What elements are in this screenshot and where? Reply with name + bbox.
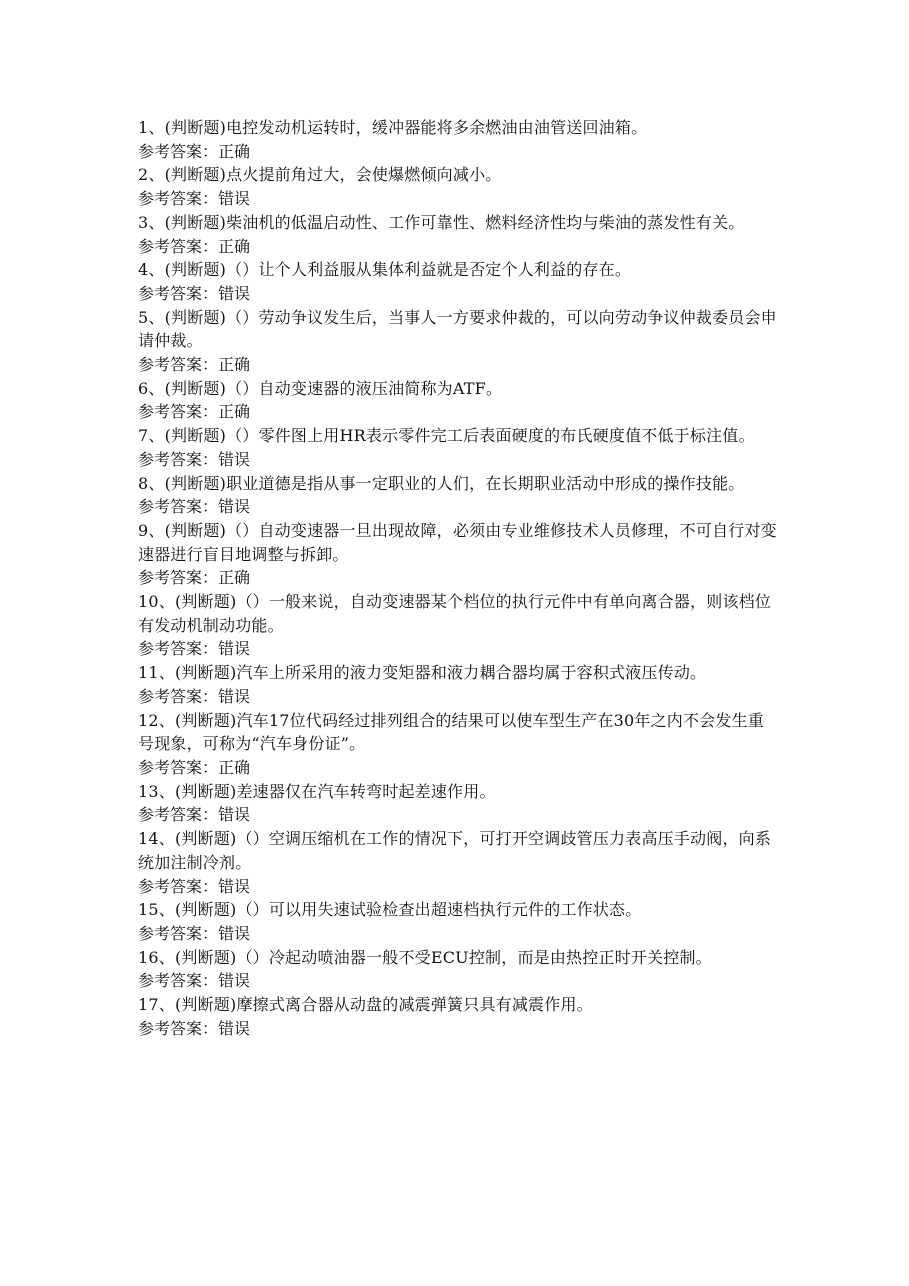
- reference-answer: 参考答案：错误: [138, 639, 251, 659]
- question-item: [138, 258, 778, 305]
- reference-answer: 参考答案：错误: [138, 449, 251, 469]
- question-item: [138, 993, 778, 1040]
- question-item: [138, 590, 778, 661]
- question-text: 2、(判断题)点火提前角过大，会使爆燃倾向减小。: [138, 165, 502, 185]
- reference-answer: 参考答案：正确: [138, 141, 251, 161]
- reference-answer: 参考答案：错误: [138, 923, 251, 943]
- question-item: [138, 377, 778, 424]
- reference-answer: 参考答案：错误: [138, 1018, 251, 1038]
- question-text: 17、(判断题)摩擦式离合器从动盘的减震弹簧只具有减震作用。: [138, 995, 593, 1015]
- reference-answer: 参考答案：正确: [138, 236, 251, 256]
- reference-answer: 参考答案：错误: [138, 497, 251, 517]
- question-text: 1、(判断题)电控发动机运转时，缓冲器能将多余燃油由油管送回油箱。: [138, 118, 648, 137]
- reference-answer: 参考答案：错误: [138, 283, 251, 303]
- question-item: [138, 211, 778, 258]
- question-text: 7、(判断题)（）零件图上用HR表示零件完工后表面硬度的布氏硬度值不低于标注值。: [138, 426, 755, 446]
- question-item: [138, 116, 778, 163]
- question-text: 13、(判断题)差速器仅在汽车转弯时起差速作用。: [138, 781, 496, 801]
- question-text: 15、(判断题)（）可以用失速试验检查出超速档执行元件的工作状态。: [138, 900, 642, 920]
- question-item: [138, 898, 778, 945]
- reference-answer: 参考答案：错误: [138, 686, 251, 706]
- reference-answer: 参考答案：正确: [138, 757, 251, 777]
- reference-answer: 参考答案：错误: [138, 805, 251, 825]
- question-item: [138, 827, 778, 898]
- reference-answer: 参考答案：正确: [138, 355, 251, 375]
- question-item: [138, 472, 778, 519]
- reference-answer: 参考答案：正确: [138, 402, 251, 422]
- reference-answer: 参考答案：正确: [138, 568, 251, 588]
- question-item: [138, 424, 778, 471]
- question-item: [138, 306, 778, 377]
- question-text: 14、(判断题)（）空调压缩机在工作的情况下，可打开空调歧管压力表高压手动阀，向系统加注制冷剂。: [138, 829, 772, 872]
- question-list: [138, 116, 778, 1040]
- reference-answer: 参考答案：错误: [138, 971, 251, 991]
- question-item: [138, 709, 778, 780]
- question-item: [138, 946, 778, 993]
- reference-answer: 参考答案：错误: [138, 876, 251, 896]
- question-text: 12、(判断题)汽车17位代码经过排列组合的结果可以使车型生产在30年之内不会发生重号现象，可称为“汽车身份证”。: [138, 710, 764, 754]
- question-text: 4、(判断题)（）让个人利益服从集体利益就是否定个人利益的存在。: [138, 260, 632, 280]
- question-text: 10、(判断题)（）一般来说，自动变速器某个档位的执行元件中有单向离合器，则该档位有发动机制动功能。: [138, 592, 772, 635]
- question-item: [138, 661, 778, 708]
- question-text: 5、(判断题)（）劳动争议发生后，当事人一方要求仲裁的，可以向劳动争议仲裁委员会申请仲裁。: [138, 307, 777, 351]
- question-text: 16、(判断题)（）冷起动喷油器一般不受ECU控制，而是由热控正时开关控制。: [138, 947, 712, 967]
- question-text: 6、(判断题)（）自动变速器的液压油简称为ATF。: [138, 378, 503, 398]
- question-text: 3、(判断题)柴油机的低温启动性、工作可靠性、燃料经济性均与柴油的蒸发性有关。: [138, 212, 745, 232]
- question-text: 11、(判断题)汽车上所采用的液力变矩器和液力耦合器均属于容积式液压传动。: [138, 663, 707, 683]
- question-item: [138, 519, 778, 590]
- question-text: 8、(判断题)职业道德是指从事一定职业的人们，在长期职业活动中形成的操作技能。: [138, 473, 745, 493]
- reference-answer: 参考答案：错误: [138, 189, 251, 209]
- question-item: [138, 780, 778, 827]
- question-item: [138, 163, 778, 210]
- question-text: 9、(判断题)（）自动变速器一旦出现故障，必须由专业维修技术人员修理，不可自行对变速器进行盲目地调整与拆卸。: [138, 520, 777, 564]
